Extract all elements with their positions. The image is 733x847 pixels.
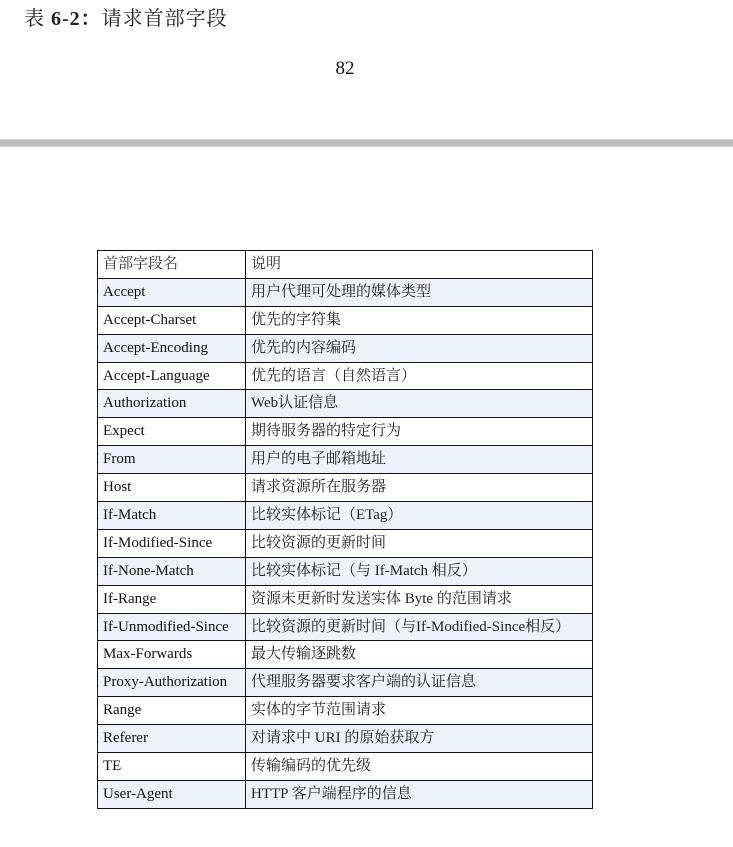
field-name-cell: TE	[98, 753, 246, 781]
table-row	[98, 278, 593, 306]
caption-separator: ：	[80, 8, 102, 30]
field-name-cell: Proxy-Authorization	[98, 669, 246, 697]
table-row	[98, 390, 593, 418]
field-name-cell: Host	[98, 474, 246, 502]
page-number: 82	[335, 58, 355, 79]
description-cell: 请求资源所在服务器	[246, 474, 593, 502]
description-cell: 比较资源的更新时间（与If-Modified-Since相反）	[246, 613, 593, 641]
description-cell: 比较资源的更新时间	[246, 529, 593, 557]
caption-title: 请求首部字段	[101, 8, 228, 30]
table-row	[98, 474, 593, 502]
field-name-cell: User-Agent	[98, 780, 246, 808]
table-caption	[24, 2, 228, 31]
table-row	[98, 697, 593, 725]
field-name-cell: Range	[98, 697, 246, 725]
description-cell: 优先的字符集	[246, 306, 593, 334]
field-name-cell: Accept-Encoding	[98, 334, 246, 362]
description-cell: 传输编码的优先级	[246, 753, 593, 781]
field-name-cell: Expect	[98, 418, 246, 446]
table-row	[98, 529, 593, 557]
table-row	[98, 418, 593, 446]
field-name-cell: Accept	[98, 278, 246, 306]
description-cell: HTTP 客户端程序的信息	[246, 780, 593, 808]
page-separator	[0, 139, 733, 147]
table-header-row	[98, 251, 593, 279]
field-name-cell: Authorization	[98, 390, 246, 418]
field-name-cell: Referer	[98, 725, 246, 753]
table-row	[98, 362, 593, 390]
field-name-cell: If-Range	[98, 585, 246, 613]
description-cell: 优先的内容编码	[246, 334, 593, 362]
description-cell: 实体的字节范围请求	[246, 697, 593, 725]
description-cell: 对请求中 URI 的原始获取方	[246, 725, 593, 753]
field-name-cell: If-Modified-Since	[98, 529, 246, 557]
field-name-cell: If-Match	[98, 502, 246, 530]
description-cell: 用户的电子邮箱地址	[246, 446, 593, 474]
table-row	[98, 557, 593, 585]
description-cell: 比较实体标记（与 If-Match 相反）	[246, 557, 593, 585]
table-row	[98, 780, 593, 808]
description-cell: 比较实体标记（ETag）	[246, 502, 593, 530]
table-row	[98, 613, 593, 641]
field-name-cell: From	[98, 446, 246, 474]
table-row	[98, 334, 593, 362]
description-cell: 代理服务器要求客户端的认证信息	[246, 669, 593, 697]
table-row	[98, 502, 593, 530]
header-field-name: 首部字段名	[98, 251, 246, 279]
field-name-cell: Accept-Charset	[98, 306, 246, 334]
field-name-cell: If-Unmodified-Since	[98, 613, 246, 641]
table-row	[98, 585, 593, 613]
field-name-cell: Max-Forwards	[98, 641, 246, 669]
header-description: 说明	[246, 251, 593, 279]
description-cell: 最大传输逐跳数	[246, 641, 593, 669]
table-row	[98, 446, 593, 474]
caption-prefix: 表	[24, 8, 51, 30]
caption-number: 6-2	[51, 8, 81, 30]
request-header-fields-table	[97, 250, 593, 809]
table-row	[98, 725, 593, 753]
table-row	[98, 753, 593, 781]
description-cell: Web认证信息	[246, 390, 593, 418]
description-cell: 优先的语言（自然语言）	[246, 362, 593, 390]
field-name-cell: Accept-Language	[98, 362, 246, 390]
description-cell: 资源未更新时发送实体 Byte 的范围请求	[246, 585, 593, 613]
description-cell: 用户代理可处理的媒体类型	[246, 278, 593, 306]
table-row	[98, 669, 593, 697]
table-row	[98, 641, 593, 669]
table-row	[98, 306, 593, 334]
description-cell: 期待服务器的特定行为	[246, 418, 593, 446]
field-name-cell: If-None-Match	[98, 557, 246, 585]
